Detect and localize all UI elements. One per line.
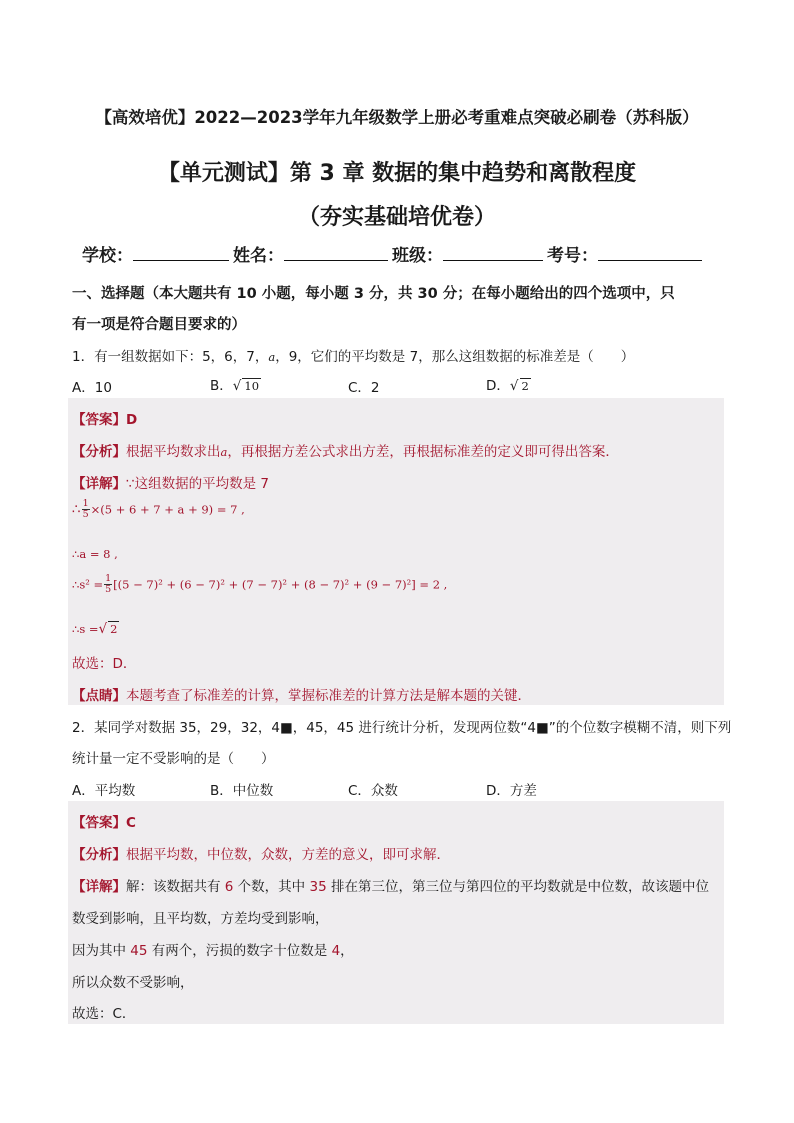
q1-option-c: C．2	[348, 380, 380, 396]
q1-step-1: ∴ $\frac{1}{5}$ ×(5 + 6 + 7 + a + 9) = 7 ,	[72, 498, 245, 520]
q1-option-a: A．10	[72, 380, 112, 396]
unit-test-subtitle: （夯实基础培优卷）	[297, 205, 496, 230]
q1-answer: 【答案】D	[72, 412, 138, 428]
q2-option-d: D．方差	[486, 783, 537, 799]
q1-option-d: D．√ 2	[486, 378, 529, 394]
q1-choice: 故选：D．	[72, 656, 137, 672]
question-2-stem-line2: 统计量一定不受影响的是（ ）	[72, 751, 275, 767]
section-heading-line1: 一、选择题（本大题共有 10 小题，每小题 3 分，共 30 分；在每小题给出的四个选项中，只	[72, 286, 675, 302]
q1-comment: 【点睛】本题考查了标准差的计算，掌握标准差的计算方法是解本题的关键．	[72, 688, 531, 704]
class-label: 班级：	[392, 246, 443, 266]
q2-detail-line4: 所以众数不受影响，	[72, 975, 194, 991]
q1-detail: 【详解】∵这组数据的平均数是 7	[72, 476, 269, 492]
q2-option-a: A．平均数	[72, 783, 136, 799]
q2-detail-line2: 数受到影响，且平均数，方差均受到影响，	[72, 911, 329, 927]
q2-answer: 【答案】C	[72, 815, 136, 831]
q1-option-b: B．√ 10	[210, 378, 260, 394]
q1-analysis: 【分析】根据平均数求出a，再根据方差公式求出方差，再根据标准差的定义即可得出答案．	[72, 444, 619, 460]
q2-option-c: C．众数	[348, 783, 398, 799]
school-label: 学校：	[82, 246, 133, 266]
name-label: 姓名：	[233, 246, 284, 266]
name-blank[interactable]	[284, 241, 388, 261]
q2-option-b: B．中位数	[210, 783, 274, 799]
question-1-stem: 1．有一组数据如下：5，6，7，a，9，它们的平均数是 7，那么这组数据的标准差是（ ）	[72, 349, 635, 365]
q2-analysis: 【分析】根据平均数，中位数，众数，方差的意义，即可求解．	[72, 847, 450, 863]
exam-number-label: 考号：	[547, 246, 598, 266]
school-blank[interactable]	[133, 241, 229, 261]
question-2-stem-line1: 2．某同学对数据 35，29，32，4■，45，45 进行统计分析，发现两位数“4■”的个位数字模糊不清，则下列	[72, 720, 732, 736]
document-header: 【高效培优】2022—2023学年九年级数学上册必考重难点突破必刷卷（苏科版）	[95, 108, 699, 127]
q2-choice: 故选：C．	[72, 1006, 136, 1022]
q1-step-3: ∴s² = $\frac{1}{5}$ [(5 − 7)² + (6 − 7)² + (7 − 7)² + (8 − 7)² + (9 − 7)²] = 2 ,	[72, 573, 448, 595]
student-info-row	[82, 241, 706, 266]
q2-detail-line3: 因为其中 45 有两个，污损的数字十位数是 4，	[72, 943, 354, 959]
section-heading-line2: 有一项是符合题目要求的）	[72, 317, 246, 333]
q1-step-2: ∴a = 8 ,	[72, 547, 118, 561]
class-blank[interactable]	[443, 241, 543, 261]
q2-detail-line1: 【详解】解：该数据共有 6 个数，其中 35 排在第三位，第三位与第四位的平均数就是中位数，故该题中位	[72, 879, 709, 895]
q1-step-4: ∴s =√ 2	[72, 621, 118, 637]
unit-test-title: 【单元测试】第 3 章 数据的集中趋势和离散程度	[157, 161, 637, 186]
exam-number-blank[interactable]	[598, 241, 702, 261]
